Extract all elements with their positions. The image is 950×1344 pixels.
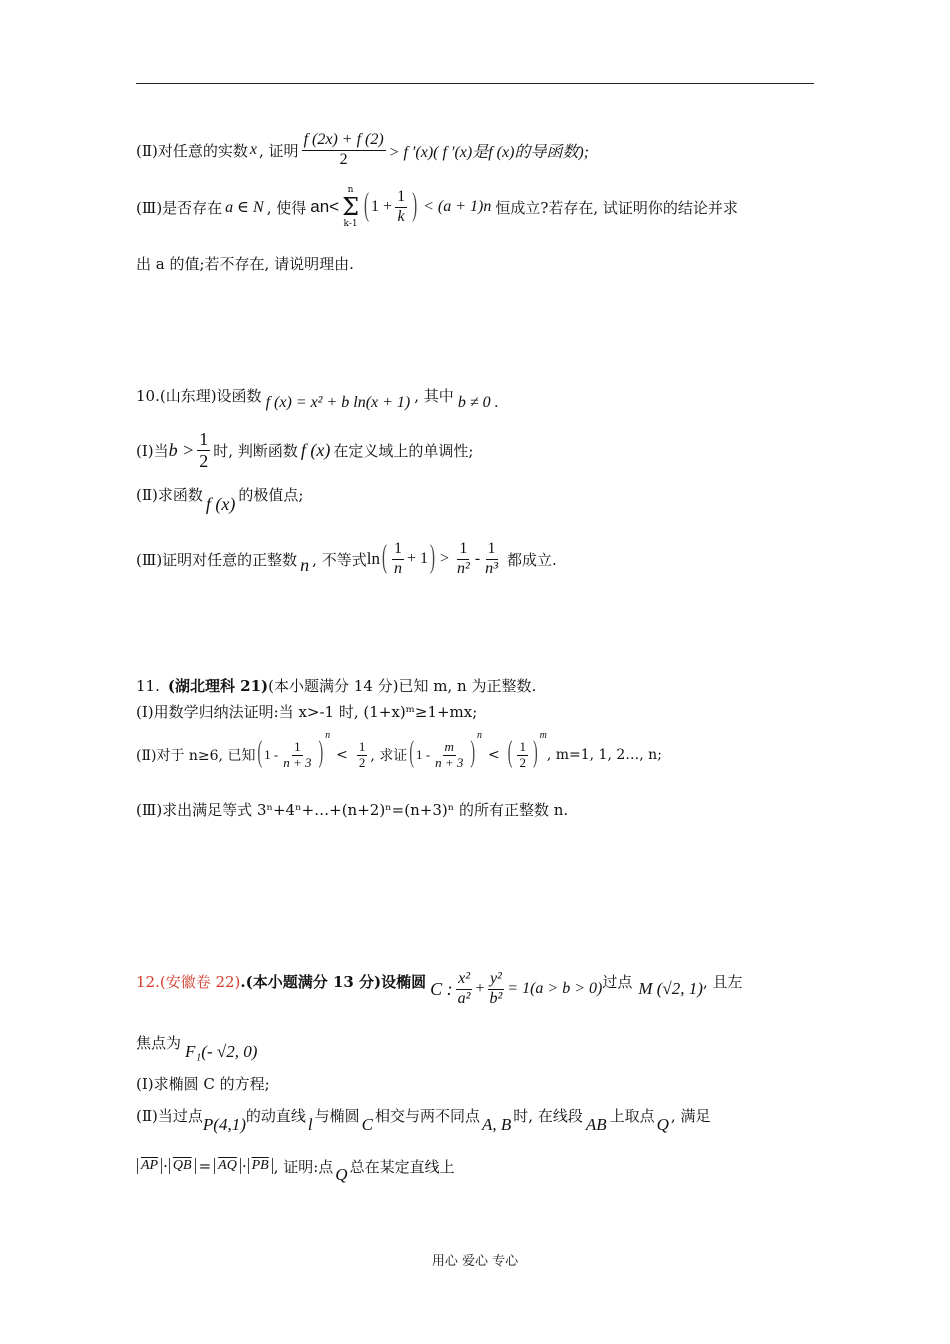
- header-rule: [136, 83, 814, 84]
- left-paren-icon: (: [507, 737, 513, 771]
- q9-p3-cond: a ∈ N: [225, 199, 264, 216]
- left-paren-icon: (: [381, 540, 387, 576]
- q10-cond: b ≠ 0 .: [457, 394, 499, 411]
- q9-p3-label: (Ⅲ)是否存在: [136, 198, 223, 217]
- right-paren-icon: ): [532, 737, 538, 771]
- q9-part2: [136, 126, 589, 174]
- right-paren-icon: ): [412, 188, 418, 224]
- q9-p2-var: x: [249, 141, 258, 158]
- q12-head: 12.(安徽卷 22) .(本小题满分 13 分)设椭圆 C : $\frac{\text{x²}}{\text{a²}}$ + $\frac{\text{y²}}{\text{b²}}$ = 1(a > b > 0) 过点 M (√2, 1) , 且左: [136, 970, 743, 1007]
- q10-head-text: 10.(山东理)设函数: [136, 386, 262, 405]
- sum-sigma-icon: n Σ k-1: [342, 185, 360, 229]
- right-paren-icon: ): [429, 540, 435, 576]
- q10-p3-r2-fraction: $\frac{1}{\text{n³}}$: [485, 540, 498, 577]
- vector-qb: $\overline{QB}$: [169, 1158, 196, 1174]
- q9-p2-fraction: $\frac{f (2x) + f (2)}{2}$: [303, 131, 384, 168]
- q12-focus: 焦点为 F₁(- √2, 0): [136, 1033, 258, 1061]
- q11-part1: (Ⅰ)用数学归纳法证明:当 x>-1 时, (1+x)ᵐ≥1+mx;: [136, 703, 478, 721]
- q9-p3-mid: , 使得: [266, 198, 307, 217]
- q9-p2-label: (Ⅱ)对任意的实数: [136, 141, 248, 160]
- q11-b-fraction: $\frac{1}{2}$: [358, 738, 366, 770]
- vector-pb: $\overline{PB}$: [248, 1158, 273, 1174]
- q10-part2: (Ⅱ)求函数 f (x) 的极值点;: [136, 485, 304, 514]
- q12-part3: $\overline{AP}$ · $\overline{QB}$ = $\overline{AQ}$ · $\overline{PB}$ , 证明:点 Q 总在某定直线上: [136, 1150, 455, 1182]
- page-footer: 用心 爱心 专心: [431, 1254, 519, 1269]
- q9-p2-mid: , 证明: [259, 141, 299, 160]
- right-paren-icon: ): [318, 737, 324, 771]
- q10-p3-in-fraction: $\frac{1}{n}$: [393, 540, 402, 577]
- q9-p2-rhs: > f ′(x)( f ′(x)是f (x)的导函数);: [388, 143, 590, 161]
- q11-a-fraction: $\frac{1}{n + 3}$: [283, 738, 312, 770]
- left-paren-icon: (: [257, 737, 263, 771]
- q9-p3-inner-fraction: $\frac{1}{k}$: [397, 188, 406, 225]
- q12-part2: (Ⅱ)当过点 P(4,1) 的动直线 l 与椭圆 C 相交与两不同点 A, B 时, 在线段 AB 上取点 Q , 满足: [136, 1106, 711, 1134]
- q11-part3: (Ⅲ)求出满足等式 3ⁿ+4ⁿ+…+(n+2)ⁿ=(n+3)ⁿ 的所有正整数 n.: [136, 801, 569, 819]
- vector-ap: $\overline{AP}$: [137, 1158, 162, 1174]
- q11-c-fraction: $\frac{m}{n + 3}$: [435, 738, 464, 770]
- q9-part3: (Ⅲ)是否存在 a ∈ N , 使得 an< n Σ k-1 ( 1 + $\frac{1}{k}$ ) < (a + 1)n 恒成立?若存在, 试证明你的结论并求: [136, 185, 738, 229]
- q12-part1: (Ⅰ)求椭圆 C 的方程;: [136, 1075, 270, 1093]
- q10-func: f (x) = x² + b ln(x + 1): [265, 394, 411, 411]
- q10-part3: (Ⅲ)证明对任意的正整数 n , 不等式 ln ( $\frac{1}{n}$ + 1 ) > $\frac{1}{\text{n²}}$ - $\frac{1}{\text{n³}}$ 都成立.: [136, 540, 557, 577]
- left-paren-icon: (: [364, 188, 370, 224]
- q9-p3-tail: 恒成立?若存在, 试证明你的结论并求: [495, 198, 738, 217]
- q11-d-fraction: $\frac{1}{2}$: [519, 738, 526, 770]
- q12-y-fraction: $\frac{\text{y²}}{\text{b²}}$: [489, 970, 503, 1007]
- q10-head: 10.(山东理)设函数 f (x) = x² + b ln(x + 1) , 其中 b ≠ 0 .: [136, 386, 499, 411]
- q10-p3-r1-fraction: $\frac{1}{\text{n²}}$: [457, 540, 470, 577]
- q10-p1-fraction: $\frac{1}{2}$: [199, 428, 209, 471]
- right-paren-icon: ): [470, 737, 476, 771]
- vector-aq: $\overline{AQ}$: [214, 1158, 241, 1174]
- left-paren-icon: (: [409, 737, 414, 771]
- q9-p3-line2: 出 a 的值;若不存在, 请说明理由.: [136, 255, 354, 273]
- q9-p3-rhs: < (a + 1)n: [423, 198, 492, 215]
- q12-source: 12.(安徽卷 22): [136, 972, 241, 991]
- q12-x-fraction: $\frac{\text{x²}}{\text{a²}}$: [457, 970, 471, 1007]
- q9-p3-an: an<: [310, 197, 340, 216]
- q10-part1: (Ⅰ)当 b > $\frac{1}{2}$ 时, 判断函数 f (x) 在定义域上的单调性;: [136, 428, 474, 471]
- q11-part2: (Ⅱ)对于 n≥6, 已知 ( 1 - $\frac{1}{n + 3}$ ) n < $\frac{1}{2}$ , 求证 ( 1 - $\frac{m}{n + 3}$ ) n < ( $\frac{1}{2}$ ) m , m=1, 1, 2…, n;: [136, 730, 662, 780]
- q11-head: 11. (湖北理科 21) (本小题满分 14 分)已知 m, n 为正整数.: [136, 676, 537, 695]
